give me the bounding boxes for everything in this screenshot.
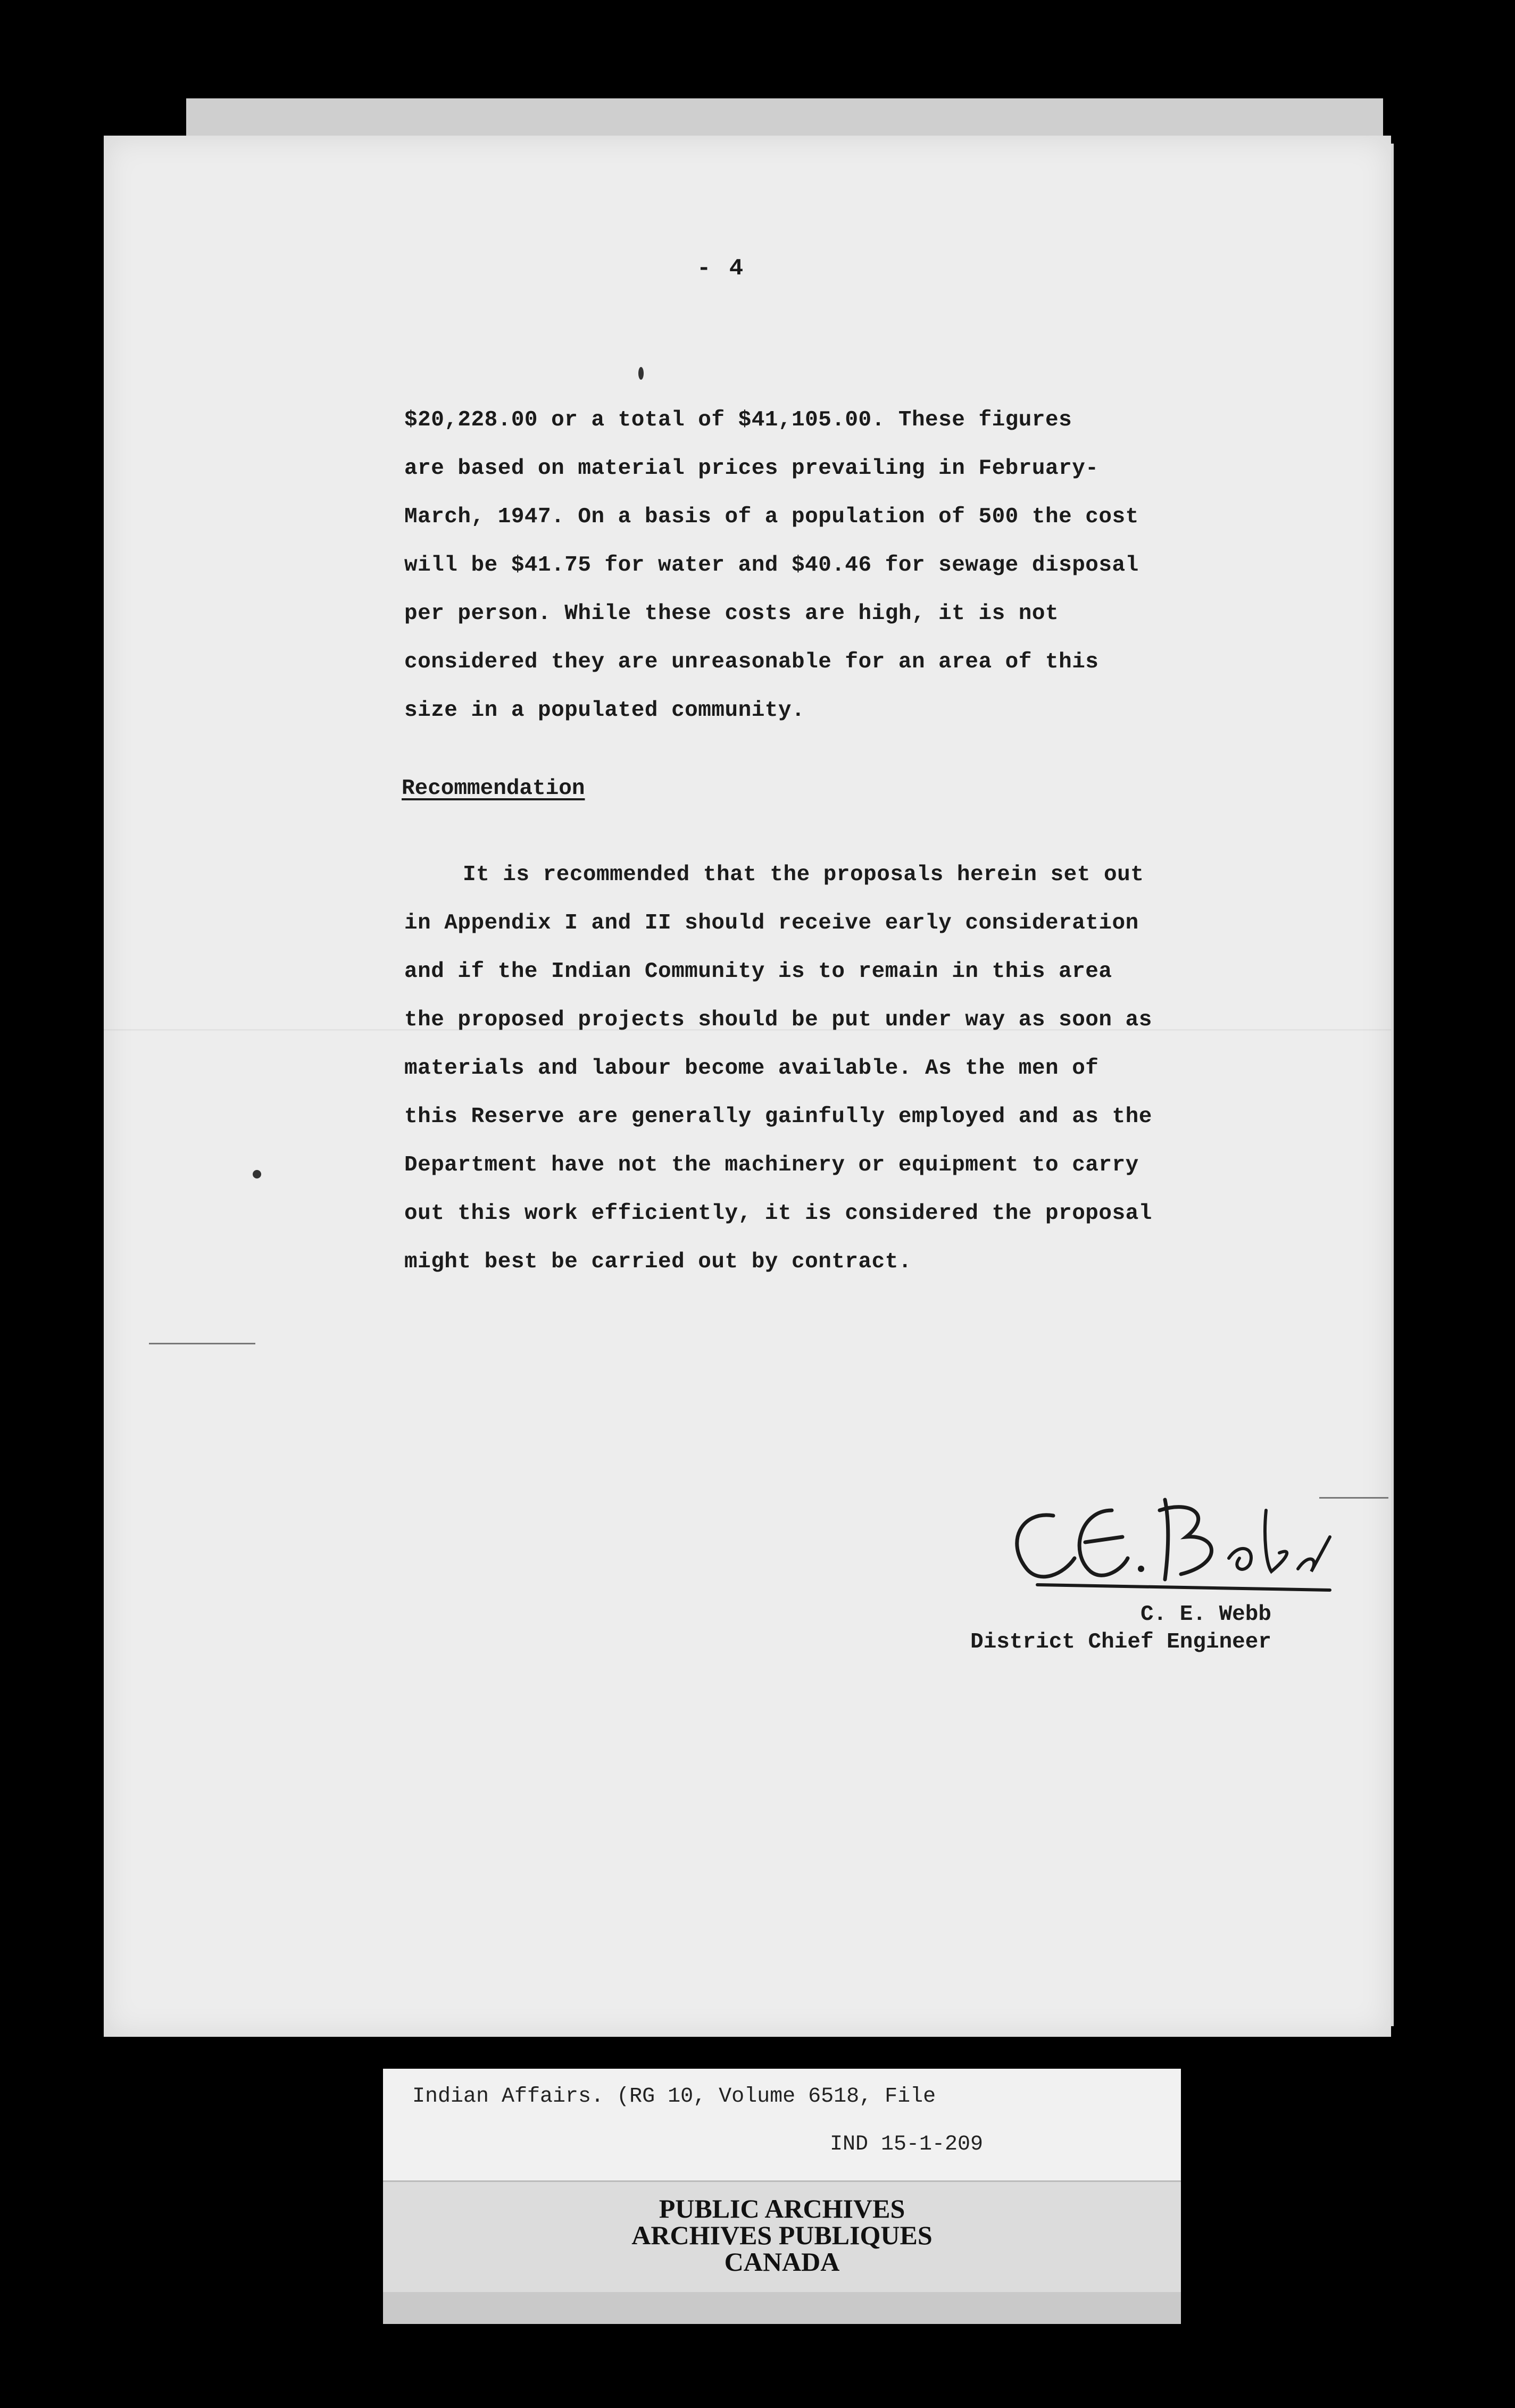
paragraph-line: this Reserve are generally gainfully employed and as the bbox=[404, 1105, 1152, 1129]
paragraph-line: Department have not the machinery or equipment to carry bbox=[404, 1153, 1139, 1177]
paragraph-line: considered they are unreasonable for an area of this bbox=[404, 650, 1099, 674]
paragraph-line: per person. While these costs are high, it is not bbox=[404, 601, 1059, 626]
paragraph-line: in Appendix I and II should receive early consideration bbox=[404, 911, 1139, 935]
paragraph-line: size in a populated community. bbox=[404, 698, 805, 723]
paragraph-line: It is recommended that the proposals herein set out bbox=[463, 863, 1144, 887]
stray-mark bbox=[253, 1170, 261, 1178]
stamp-line: CANADA bbox=[724, 2247, 840, 2277]
stamp-line: PUBLIC ARCHIVES bbox=[659, 2194, 905, 2223]
archive-reference-line: Indian Affairs. (RG 10, Volume 6518, File bbox=[412, 2085, 936, 2109]
recommendation-heading: Recommendation bbox=[402, 776, 585, 801]
paragraph-line: $20,228.00 or a total of $41,105.00. These figures bbox=[404, 408, 1072, 432]
paragraph-line: March, 1947. On a basis of a population of 500 the cost bbox=[404, 505, 1139, 529]
signer-name: C. E. Webb bbox=[1140, 1602, 1271, 1627]
recommendation-paragraph bbox=[404, 851, 1277, 1286]
signer-title: District Chief Engineer bbox=[970, 1630, 1271, 1654]
archive-file-number: IND 15-1-209 bbox=[830, 2133, 984, 2156]
paragraph-line: might best be carried out by contract. bbox=[404, 1250, 912, 1274]
paragraph-line: will be $41.75 for water and $40.46 for sewage disposal bbox=[404, 553, 1139, 578]
cost-paragraph bbox=[404, 396, 1277, 735]
paragraph-line: materials and labour become available. As the men of bbox=[404, 1056, 1099, 1081]
stray-mark bbox=[638, 367, 644, 380]
edge-mark bbox=[1319, 1497, 1388, 1499]
label-bottom-strip bbox=[383, 2292, 1181, 2324]
page-number: - 4 bbox=[697, 255, 746, 282]
paragraph-line: the proposed projects should be put under way as soon as bbox=[404, 1008, 1152, 1032]
paragraph-line: and if the Indian Community is to remain in this area bbox=[404, 959, 1112, 984]
paragraph-line: are based on material prices prevailing in February- bbox=[404, 456, 1099, 481]
edge-mark bbox=[149, 1343, 255, 1344]
archive-stamp-text bbox=[383, 2195, 1181, 2275]
stamp-line: ARCHIVES PUBLIQUES bbox=[631, 2220, 933, 2250]
paragraph-line: out this work efficiently, it is considered the proposal bbox=[404, 1201, 1152, 1226]
handwritten-signature bbox=[989, 1478, 1362, 1617]
signer-block bbox=[920, 1601, 1271, 1656]
